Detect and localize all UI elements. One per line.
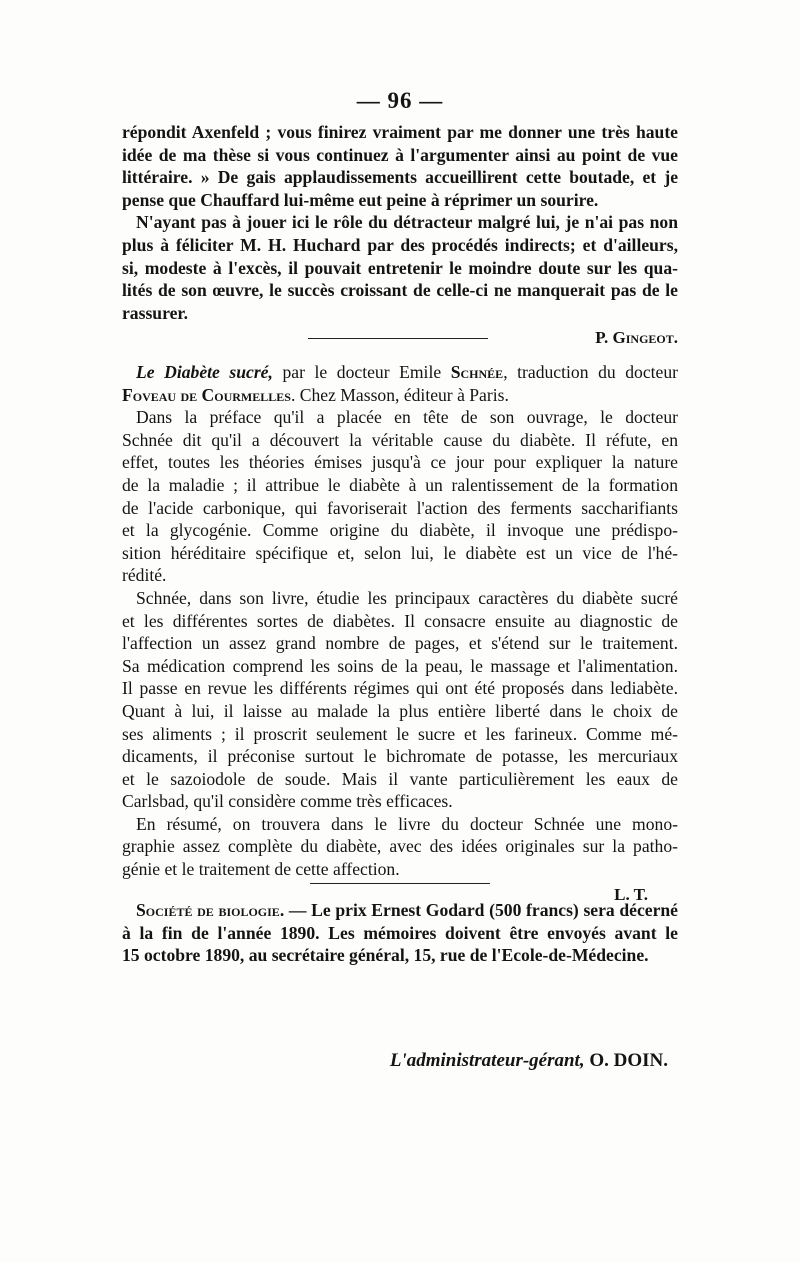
book-title: Le Diabète sucré, [136, 362, 273, 382]
text-line: ses aliments ; il proscrit seulement le sucre et les farineux. Comme mé- [122, 723, 678, 744]
text-line: idée de ma thèse si vous continuez à l'argumenter ainsi au point de vue [122, 144, 678, 165]
text-line: pense que Chauffard lui-même eut peine à réprimer un sourire. [122, 189, 599, 210]
notice-line: 15 octobre 1890, au secrétaire général, 15, rue de l'Ecole-de-Médecine. [122, 945, 649, 966]
text-line: Il passe en revue les différents régimes qui ont été proposés dans lediabète. [122, 678, 678, 699]
administrator-role: L'administrateur-gérant, [389, 1050, 585, 1071]
section-divider [310, 883, 490, 884]
notice-line: à la fin de l'année 1890. Les mémoires doivent être envoyés avant le [122, 922, 678, 943]
text-line: génie et le traitement de cette affection. [122, 859, 400, 880]
text-line: En résumé, on trouvera dans le livre du docteur Schnée une mono- [136, 813, 678, 834]
signature: P. Gingeot. [595, 328, 678, 348]
author-name: Schnée [450, 362, 504, 382]
text-line: rassurer. [122, 302, 188, 323]
footer-signature [0, 1050, 668, 1072]
text-line: littéraire. » De gais applaudissements accueillirent cette boutade, et je [122, 167, 678, 188]
text-line: Schnée, dans son livre, étudie les principaux caractères du diabète sucré [136, 587, 678, 608]
text-line: lités de son œuvre, le succès croissant de celle-ci ne manquerait pas de le [122, 280, 678, 301]
text-line: de la maladie ; il attribue le diabète à un ralentissement de la formation [122, 474, 678, 495]
review-heading-line2: Foveau de Courmelles. Chez Masson, éditeur à Paris. [122, 384, 509, 405]
text-line: si, modeste à l'excès, il pouvait entretenir le moindre doute sur les qua- [122, 257, 678, 278]
text-line: graphie assez complète du diabète, avec des idées originales sur la patho- [122, 836, 678, 857]
text-line: l'affection un assez grand nombre de pages, et s'étend sur le traitement. [122, 633, 678, 654]
notice-line: Société de biologie. — Le prix Ernest Godard (500 francs) sera décerné [136, 900, 678, 920]
text-line: et la glycogénie. Comme origine du diabète, il invoque une prédispo- [122, 520, 678, 541]
translator-name: Foveau de Courmelles [122, 384, 291, 405]
review-gingeot [122, 121, 678, 352]
text-line: et les différentes sortes de diabètes. Il consacre ensuite au diagnostic de [122, 610, 678, 631]
text-line: Sa médication comprend les soins de la peau, le massage et l'alimentation. [122, 655, 678, 676]
review-heading: Le Diabète sucré, par le docteur Emile Schnée, traduction du docteur [136, 362, 678, 382]
text-line: de l'acide carbonique, qui favoriserait l'action des ferments saccharifiants [122, 497, 678, 518]
administrator-name: O. DOIN. [589, 1050, 668, 1071]
text-line: Dans la préface qu'il a placée en tête de son ouvrage, le docteur [136, 407, 678, 428]
text-line: répondit Axenfeld ; vous finirez vraiment par me donner une très haute [122, 122, 678, 142]
text-line: dicaments, il préconise surtout le bichromate de potasse, les mercuriaux [122, 746, 678, 767]
page-number: — 96 — [356, 88, 444, 113]
review-diabete [122, 361, 678, 909]
text-line: Quant à lui, il laisse au malade la plus entière liberté dans le choix de [122, 700, 678, 721]
text-line: rédité. [122, 565, 167, 586]
text-line: Schnée dit qu'il a découvert la véritable cause du diabète. Il réfute, en [122, 429, 678, 450]
text-line: effet, toutes les théories émises jusqu'à ce jour pour expliquer la nature [122, 452, 678, 473]
section-divider [308, 338, 488, 339]
text-line: plus à féliciter M. H. Huchard par des procédés indirects; et d'ailleurs, [122, 234, 678, 255]
signature: L. T. [614, 884, 648, 904]
text-line: N'ayant pas à jouer ici le rôle du détracteur malgré lui, je n'ai pas non [136, 212, 678, 233]
text-line: et le sazoiodole de soude. Mais il vante particulièrement les eaux de [122, 768, 678, 789]
text-line: sition héréditaire spécifique et, selon lui, le diabète est un vice de l'hé- [122, 542, 678, 563]
notice-societe-biologie [122, 899, 678, 967]
text-line: Carlsbad, qu'il considère comme très efficaces. [122, 791, 453, 812]
notice-label: Société de biologie. [136, 900, 285, 920]
